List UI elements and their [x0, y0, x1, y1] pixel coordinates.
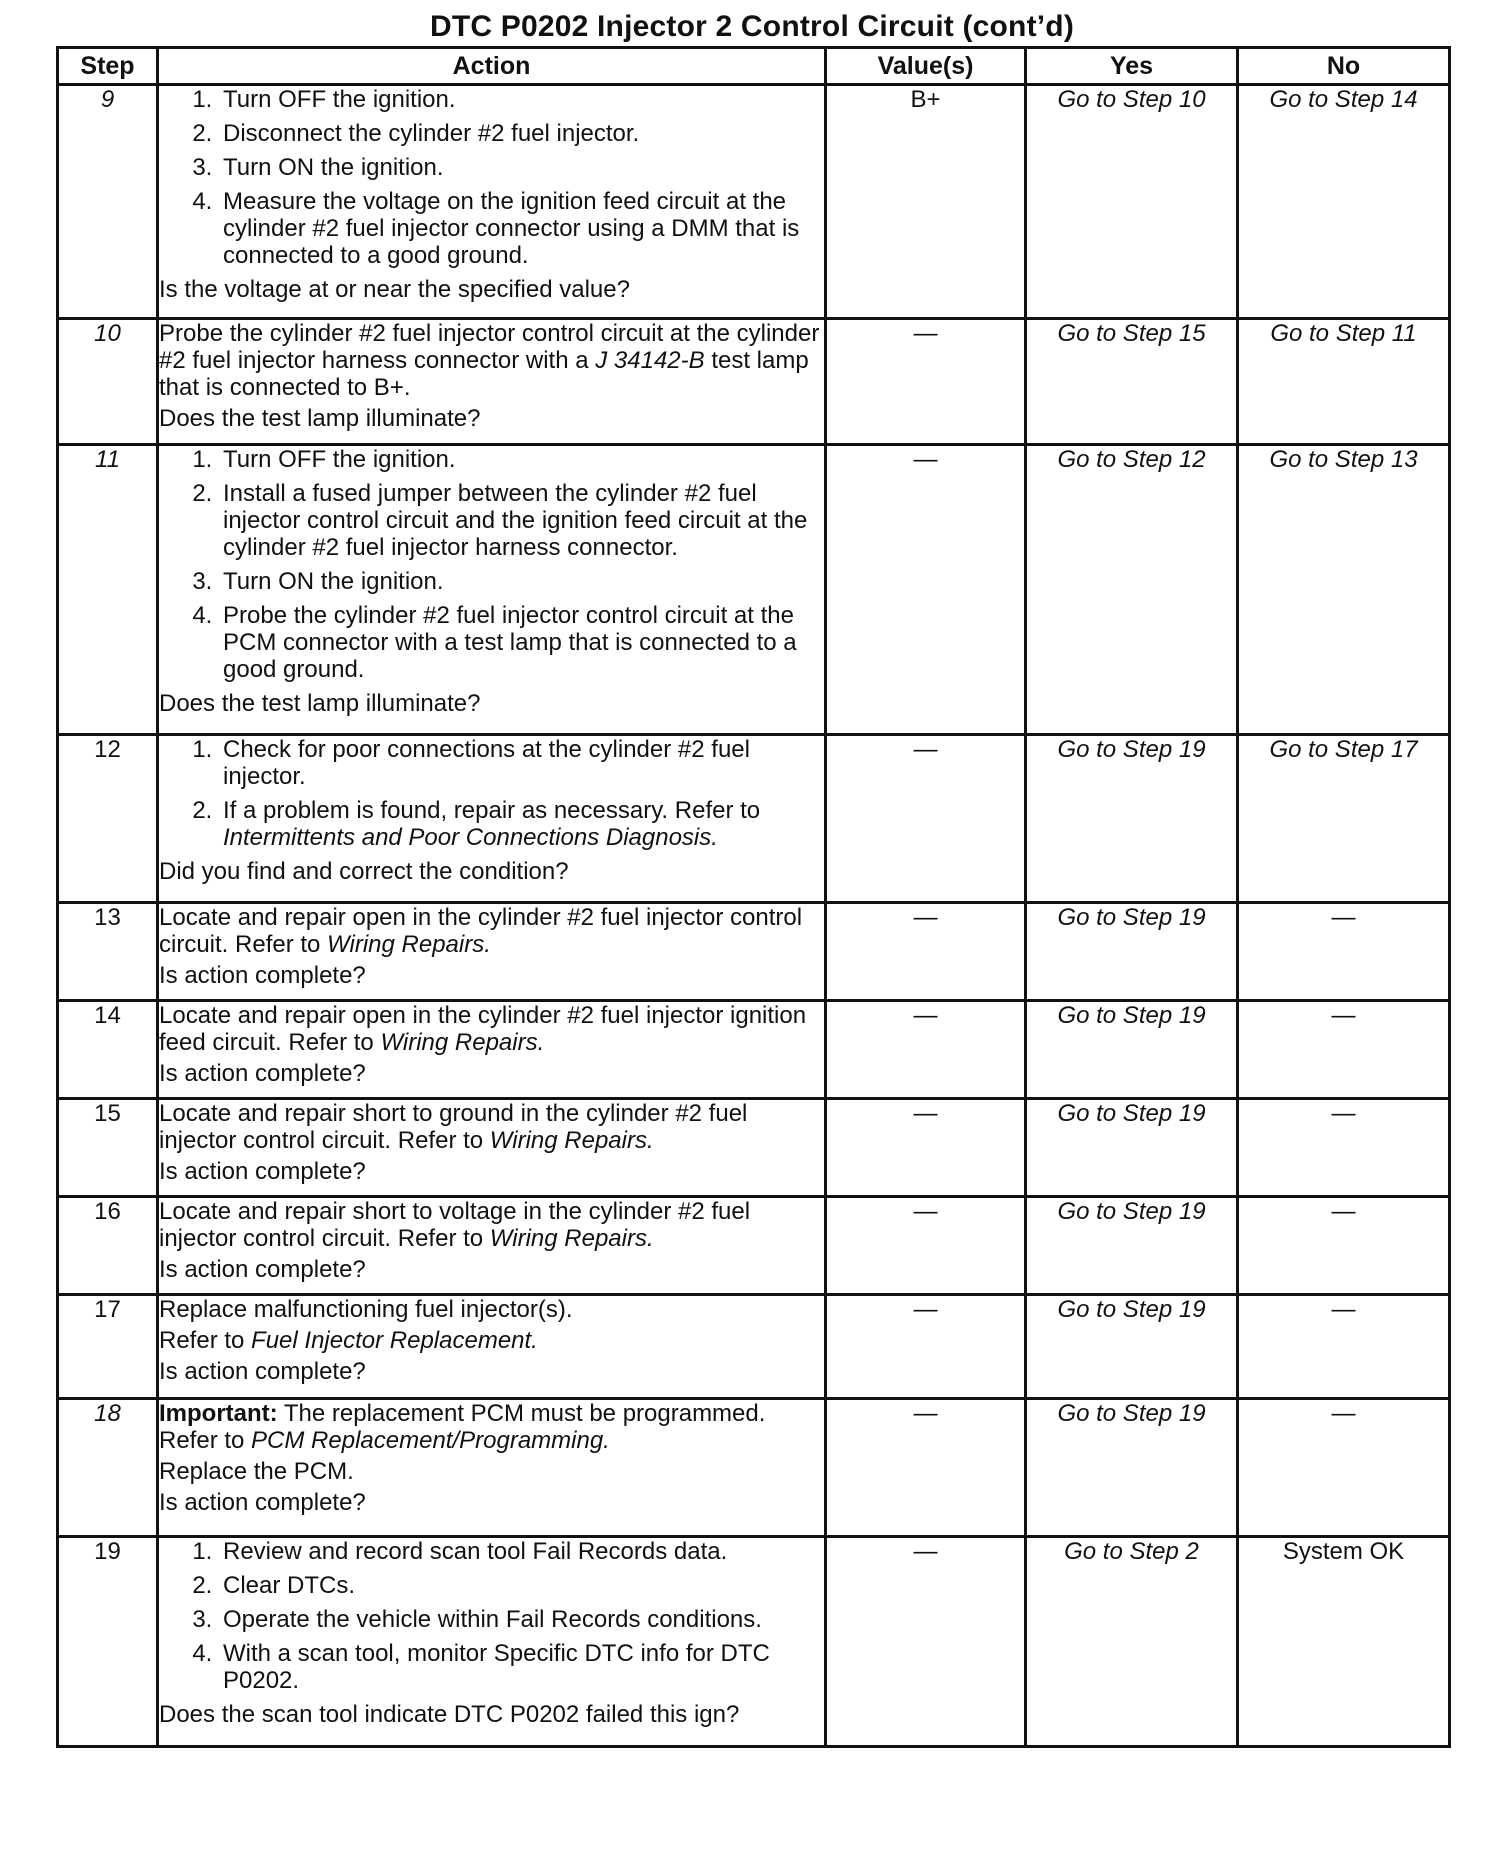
value-cell: B+: [826, 85, 1026, 319]
action-cell: [158, 319, 826, 445]
no-cell: —: [1238, 1197, 1450, 1295]
action-cell: [158, 85, 826, 319]
no-cell: —: [1238, 1001, 1450, 1099]
table-row: [58, 445, 1450, 735]
yes-cell: Go to Step 19: [1026, 1001, 1238, 1099]
table-row: [58, 903, 1450, 1001]
step-number: 9: [58, 85, 158, 319]
step-number: 14: [58, 1001, 158, 1099]
action-cell: [158, 903, 826, 1001]
yes-cell: Go to Step 19: [1026, 1197, 1238, 1295]
action-text: [159, 1198, 824, 1252]
step-number: 18: [58, 1399, 158, 1537]
action-question: Is action complete?: [159, 1256, 366, 1283]
yes-cell: Go to Step 15: [1026, 319, 1238, 445]
action-text-part: test lamp that is connected to B+.: [159, 347, 809, 401]
manual-reference: Fuel Injector Replacement.: [251, 1327, 538, 1354]
action-step: [219, 797, 824, 851]
value-cell: —: [826, 1537, 1026, 1747]
action-step: 4. Probe the cylinder #2 fuel injector control circuit at the PCM connector with a test lamp that is connected to a good ground.: [219, 602, 824, 683]
action-cell: [158, 735, 826, 903]
no-cell: Go to Step 17: [1238, 735, 1450, 903]
table-row: [58, 85, 1450, 319]
action-steps: [159, 86, 824, 269]
action-text: [159, 1100, 824, 1154]
header-step: Step: [58, 48, 158, 85]
important-label: Important:: [159, 1400, 278, 1427]
value-cell: —: [826, 1295, 1026, 1399]
header-yes: Yes: [1026, 48, 1238, 85]
no-cell: Go to Step 14: [1238, 85, 1450, 319]
value-cell: —: [826, 903, 1026, 1001]
action-step: 3. Turn ON the ignition.: [219, 154, 824, 181]
action-question: Is action complete?: [159, 1358, 366, 1385]
header-action: Action: [158, 48, 826, 85]
yes-cell: Go to Step 19: [1026, 735, 1238, 903]
action-text: [159, 320, 824, 401]
action-question: Does the scan tool indicate DTC P0202 failed this ign?: [159, 1701, 740, 1728]
action-text: [159, 1327, 824, 1354]
step-number: 15: [58, 1099, 158, 1197]
yes-cell: Go to Step 10: [1026, 85, 1238, 319]
action-step: 4. Measure the voltage on the ignition feed circuit at the cylinder #2 fuel injector connector using a DMM that is connected to a good ground.: [219, 188, 824, 269]
action-text-part: Probe the cylinder #2 fuel injector control circuit at the cylinder #2 fuel injector harness connector with a: [159, 320, 820, 374]
action-step: 2. Disconnect the cylinder #2 fuel injector.: [219, 120, 824, 147]
header-row: [58, 48, 1450, 85]
action-step: 1. Review and record scan tool Fail Records data.: [219, 1538, 824, 1565]
table-row: [58, 1001, 1450, 1099]
manual-reference: PCM Replacement/Programming.: [251, 1427, 610, 1454]
action-question: Is action complete?: [159, 1489, 366, 1516]
yes-cell: Go to Step 19: [1026, 1399, 1238, 1537]
action-cell: [158, 1197, 826, 1295]
value-cell: —: [826, 1197, 1026, 1295]
action-text: [159, 1002, 824, 1056]
step-number: 12: [58, 735, 158, 903]
action-text-part: Locate and repair short to voltage in the cylinder #2 fuel injector control circuit. Refer to: [159, 1198, 751, 1252]
header-values: Value(s): [826, 48, 1026, 85]
manual-reference: Wiring Repairs.: [327, 931, 491, 958]
action-cell: [158, 1537, 826, 1747]
manual-reference: Wiring Repairs.: [380, 1029, 545, 1056]
action-question: Does the test lamp illuminate?: [159, 405, 481, 432]
step-number: 11: [58, 445, 158, 735]
action-text: Replace the PCM.: [159, 1458, 354, 1485]
action-cell: [158, 1099, 826, 1197]
value-cell: —: [826, 319, 1026, 445]
action-text-part: If a problem is found, repair as necessary. Refer to: [223, 797, 761, 824]
diagnostic-table: [56, 46, 1451, 1748]
value-cell: —: [826, 1099, 1026, 1197]
yes-cell: Go to Step 19: [1026, 1099, 1238, 1197]
action-cell: [158, 445, 826, 735]
table-row: [58, 1537, 1450, 1747]
action-question: Is the voltage at or near the specified value?: [159, 276, 630, 303]
step-number: 19: [58, 1537, 158, 1747]
no-cell: —: [1238, 903, 1450, 1001]
action-question: Is action complete?: [159, 1158, 366, 1185]
action-steps: [159, 1538, 824, 1694]
action-steps: [159, 446, 824, 683]
yes-cell: Go to Step 12: [1026, 445, 1238, 735]
page-title: DTC P0202 Injector 2 Control Circuit (cont’d): [429, 10, 1075, 43]
no-cell: Go to Step 11: [1238, 319, 1450, 445]
table-row: [58, 1197, 1450, 1295]
value-cell: —: [826, 445, 1026, 735]
no-cell: System OK: [1238, 1537, 1450, 1747]
table-row: [58, 735, 1450, 903]
action-step: 3. Turn ON the ignition.: [219, 568, 824, 595]
step-number: 13: [58, 903, 158, 1001]
step-number: 16: [58, 1197, 158, 1295]
action-text: Replace malfunctioning fuel injector(s).: [159, 1296, 573, 1323]
action-cell: [158, 1399, 826, 1537]
yes-cell: Go to Step 19: [1026, 1295, 1238, 1399]
table-row: [58, 1295, 1450, 1399]
table-row: [58, 1099, 1450, 1197]
manual-reference: Wiring Repairs.: [489, 1225, 654, 1252]
table-row: [58, 319, 1450, 445]
action-step: 3. Operate the vehicle within Fail Records conditions.: [219, 1606, 824, 1633]
step-number: 17: [58, 1295, 158, 1399]
no-cell: —: [1238, 1099, 1450, 1197]
action-steps: [159, 736, 824, 851]
action-text-part: Locate and repair open in the cylinder #2 fuel injector ignition feed circuit. Refer to: [159, 1002, 807, 1056]
action-question: Did you find and correct the condition?: [159, 858, 569, 885]
action-step: 2. Install a fused jumper between the cylinder #2 fuel injector control circuit and the ignition feed circuit at the cylinder #2 fuel injector harness connector.: [219, 480, 824, 561]
no-cell: Go to Step 13: [1238, 445, 1450, 735]
no-cell: —: [1238, 1399, 1450, 1537]
action-step: 1. Check for poor connections at the cylinder #2 fuel injector.: [219, 736, 824, 790]
no-cell: —: [1238, 1295, 1450, 1399]
action-question: Is action complete?: [159, 1060, 366, 1087]
value-cell: —: [826, 1399, 1026, 1537]
action-question: Is action complete?: [159, 962, 366, 989]
yes-cell: Go to Step 19: [1026, 903, 1238, 1001]
action-step: 1. Turn OFF the ignition.: [219, 446, 824, 473]
action-text: [159, 904, 824, 958]
action-question: Does the test lamp illuminate?: [159, 690, 481, 717]
step-number: 10: [58, 319, 158, 445]
action-cell: [158, 1001, 826, 1099]
manual-reference: Intermittents and Poor Connections Diagnosis.: [223, 824, 718, 851]
action-text-part: The replacement PCM must be programmed. Refer to: [159, 1400, 766, 1454]
table-row: [58, 1399, 1450, 1537]
important-note: [159, 1400, 824, 1454]
yes-cell: Go to Step 2: [1026, 1537, 1238, 1747]
manual-reference: Wiring Repairs.: [489, 1127, 654, 1154]
header-no: No: [1238, 48, 1450, 85]
action-step: 1. Turn OFF the ignition.: [219, 86, 824, 113]
tool-reference: J 34142-B: [595, 347, 705, 374]
action-cell: [158, 1295, 826, 1399]
value-cell: —: [826, 1001, 1026, 1099]
action-text-part: Locate and repair open in the cylinder #2 fuel injector control circuit. Refer to: [159, 904, 803, 958]
action-step: 4. With a scan tool, monitor Specific DTC info for DTC P0202.: [219, 1640, 824, 1694]
action-text-part: Refer to: [159, 1327, 252, 1354]
action-step: 2. Clear DTCs.: [219, 1572, 824, 1599]
action-text-part: Locate and repair short to ground in the cylinder #2 fuel injector control circuit. Refer to: [159, 1100, 748, 1154]
value-cell: —: [826, 735, 1026, 903]
